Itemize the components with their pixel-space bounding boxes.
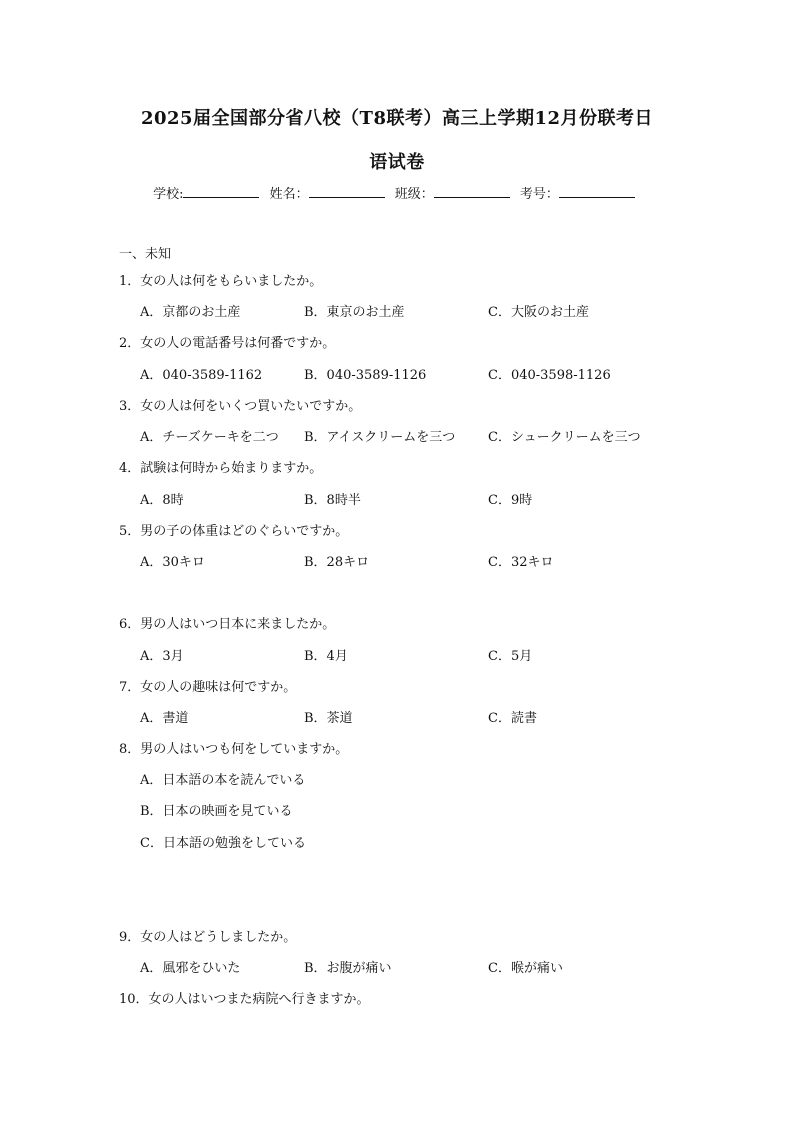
school-blank[interactable] [183,185,259,198]
q1-option-a: A．京都のお土産 [140,305,241,320]
class-blank[interactable] [434,185,510,198]
name-label: 姓名： [269,187,309,202]
q1-option-c: C．大阪のお土産 [488,305,589,320]
number-label: 考号： [519,187,559,202]
q6-option-a: A．3月 [140,649,184,664]
q5-option-b: B．28キロ [304,555,370,570]
q8-option-a: A．日本語の本を読んでいる [140,773,306,788]
school-label: 学校: [153,187,184,202]
question-6: 6．男の人はいつ日本に来ましたか。 [119,617,336,632]
q2-option-c: C．040-3598-1126 [488,368,611,383]
question-3: 3．女の人は何をいくつ買いたいですか。 [119,399,362,414]
q2-option-b: B．040-3589-1126 [304,368,427,383]
question-9: 9．女の人はどうしましたか。 [119,930,297,945]
exam-title-line-1: 2025届全国部分省八校（T8联考）高三上学期12月份联考日 [140,108,654,129]
exam-title-line-2: 语试卷 [369,152,425,173]
q9-option-c: C．喉が痛い [488,961,563,976]
question-5: 5．男の子の体重はどのぐらいですか。 [119,524,349,539]
section-heading: 一、未知 [119,247,172,262]
q7-option-a: A．書道 [140,711,189,726]
question-8: 8．男の人はいつも何をしていますか。 [119,742,349,757]
q7-option-b: B．茶道 [304,711,353,726]
q6-option-b: B．4月 [304,649,348,664]
q7-option-c: C．読書 [488,711,537,726]
q3-option-b: B．アイスクリームを三つ [304,430,456,445]
q1-option-b: B．東京のお土産 [304,305,405,320]
q6-option-c: C．5月 [488,649,533,664]
q3-option-c: C．シュークリームを三つ [488,430,641,445]
q4-option-a: A．8時 [140,493,184,508]
q8-option-c: C．日本語の勉強をしている [140,836,306,851]
class-label: 班级： [394,187,434,202]
q9-option-a: A．風邪をひいた [140,961,241,976]
q4-option-c: C．9時 [488,493,533,508]
q2-option-a: A．040-3589-1162 [140,368,263,383]
q5-option-c: C．32キロ [488,555,554,570]
question-2: 2．女の人の電話番号は何番ですか。 [119,336,336,351]
q5-option-a: A．30キロ [140,555,205,570]
question-7: 7．女の人の趣味は何ですか。 [119,680,297,695]
q3-option-a: A．チーズケーキを二つ [140,430,279,445]
q9-option-b: B．お腹が痛い [304,961,392,976]
number-blank[interactable] [559,185,635,198]
question-4: 4．試験は何時から始まりますか。 [119,461,323,476]
question-1: 1．女の人は何をもらいましたか。 [119,274,323,289]
question-10: 10．女の人はいつまた病院へ行きますか。 [119,992,370,1007]
q4-option-b: B．8時半 [304,493,361,508]
student-info-row [0,183,794,202]
q8-option-b: B．日本の映画を見ている [140,804,293,819]
name-blank[interactable] [309,185,385,198]
